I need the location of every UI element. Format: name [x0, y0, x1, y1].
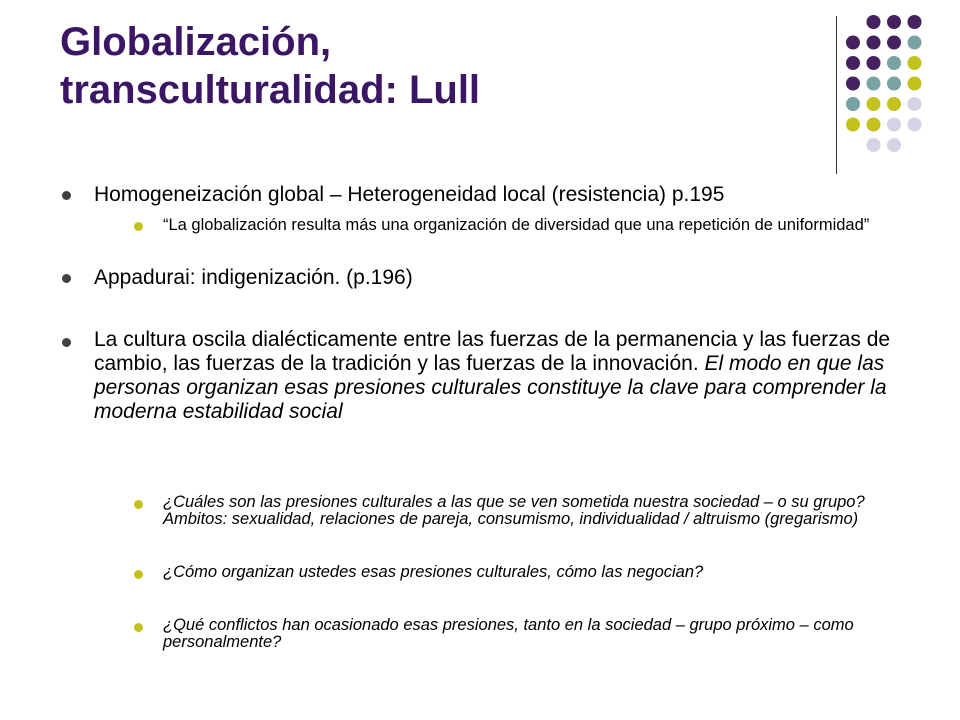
decorative-dot	[887, 138, 901, 152]
decorative-dot	[867, 77, 881, 91]
bullet-marker	[62, 274, 71, 283]
decorative-dot	[867, 138, 881, 152]
decorative-dot	[867, 36, 881, 50]
decorative-dot	[908, 97, 922, 111]
sub-bullet-marker	[134, 222, 143, 231]
decorative-dot	[908, 77, 922, 91]
sub-bullet-marker	[134, 500, 143, 509]
bullet-2-text: Appadurai: indigenización. (p.196)	[94, 266, 413, 289]
decorative-dot	[887, 56, 901, 70]
decorative-dot	[867, 118, 881, 132]
title-divider	[836, 16, 837, 174]
decorative-dot	[867, 97, 881, 111]
decorative-dot	[908, 36, 922, 50]
bullet-3-text-plain: La cultura oscila dialécticamente entre las fuerzas de la permanencia y las fuerzas de cambio, las fuerzas de la tradición y las fuerzas de la innovación.	[94, 328, 891, 375]
decorative-dot	[887, 77, 901, 91]
decorative-dot	[908, 15, 922, 29]
bullet-3-text	[94, 328, 894, 424]
decorative-dot	[846, 36, 860, 50]
decorative-dot	[908, 56, 922, 70]
decorative-dot	[846, 118, 860, 132]
bullet-1-text: Homogeneización global – Heterogeneidad local (resistencia) p.195	[94, 183, 725, 206]
bullet-3-sub-3: ¿Qué conflictos han ocasionado esas presiones, tanto en la sociedad – grupo próximo – como personalmente?	[163, 616, 854, 651]
decorative-dot	[846, 97, 860, 111]
decorative-dot	[887, 15, 901, 29]
bullet-marker	[62, 338, 71, 347]
decorative-dot	[867, 56, 881, 70]
decorative-dot	[846, 56, 860, 70]
decorative-dot	[846, 77, 860, 91]
slide-title-line2: transculturalidad: Lull	[60, 68, 481, 112]
decorative-dot	[867, 15, 881, 29]
slide-title	[60, 18, 820, 114]
decorative-dot	[887, 97, 901, 111]
bullet-3-sub-2: ¿Cómo organizan ustedes esas presiones culturales, cómo las negocian?	[163, 563, 704, 581]
decorative-dot	[887, 36, 901, 50]
bullet-1-sub-1: “La globalización resulta más una organización de diversidad que una repetición de uniformidad”	[163, 216, 870, 234]
bullet-3-sub-1: ¿Cuáles son las presiones culturales a las que se ven sometida nuestra sociedad – o su grupo? Ambitos: sexualidad, relaciones de pareja, consumismo, individualidad / altruismo (gregarismo)	[163, 493, 865, 528]
bullet-marker	[62, 191, 71, 200]
sub-bullet-marker	[134, 570, 143, 579]
bullet-3-text-italic: El modo en que las personas organizan esas presiones culturales constituye la clave para comprender la moderna estabilidad social	[94, 352, 887, 423]
slide-title-line1: Globalización,	[60, 20, 332, 64]
decorative-dot	[887, 118, 901, 132]
decorative-dot	[908, 118, 922, 132]
sub-bullet-marker	[134, 623, 143, 632]
